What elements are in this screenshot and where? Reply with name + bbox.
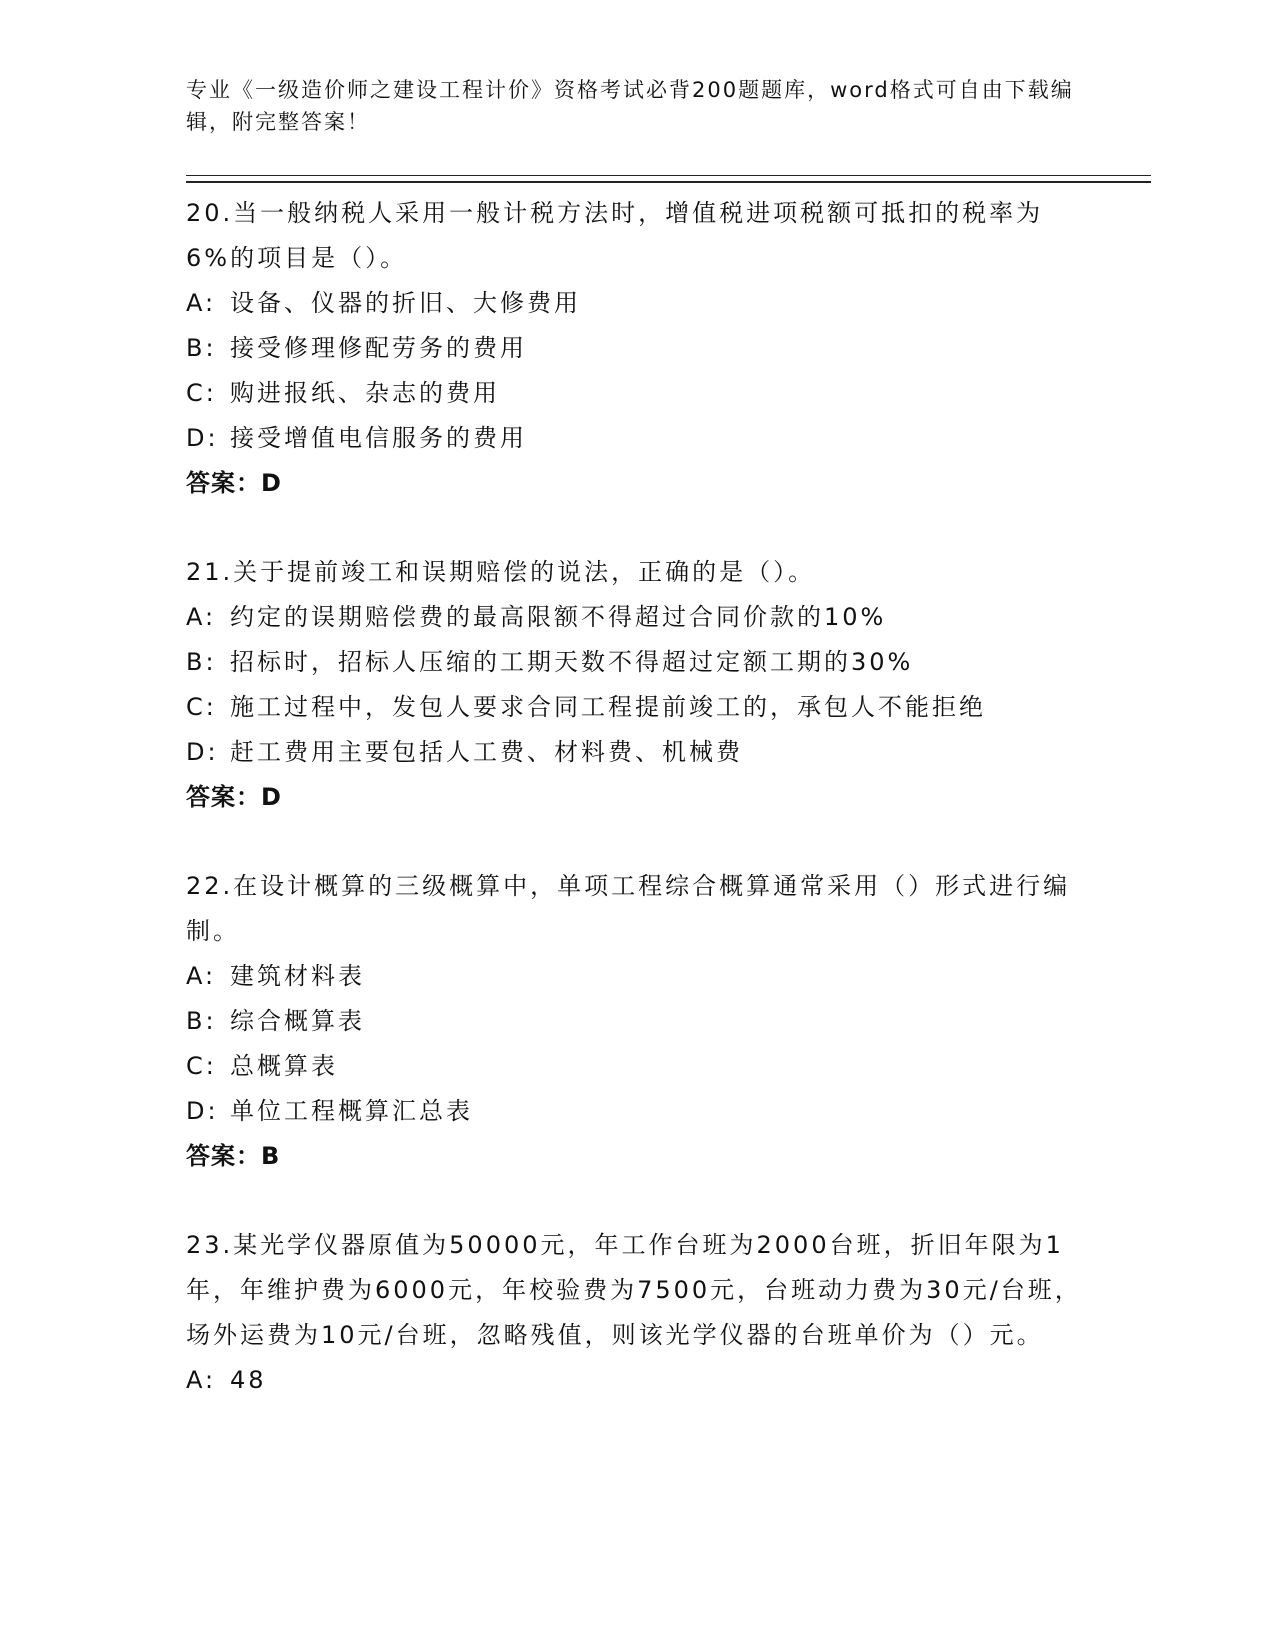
option-d	[186, 1089, 1086, 1134]
option-c	[186, 685, 1086, 730]
option-text: 总概算表	[230, 1052, 338, 1080]
document-header: 专业《一级造价师之建设工程计价》资格考试必背200题题库，word格式可自由下载编辑，附完整答案！	[186, 78, 1074, 134]
option-letter: C:	[186, 379, 217, 407]
option-text: 综合概算表	[230, 1007, 365, 1035]
option-letter: D:	[186, 1097, 219, 1125]
answer-line: 答案：D	[186, 783, 282, 811]
option-text: 施工过程中，发包人要求合同工程提前竣工的，承包人不能拒绝	[230, 693, 986, 721]
question-20	[186, 191, 1086, 506]
option-letter: C:	[186, 1052, 217, 1080]
option-letter: C:	[186, 693, 217, 721]
option-c	[186, 1044, 1086, 1089]
option-text: 建筑材料表	[230, 962, 365, 990]
question-stem: 21.关于提前竣工和误期赔偿的说法，正确的是（）。	[186, 558, 816, 586]
option-letter: A:	[186, 1366, 217, 1394]
question-23	[186, 1223, 1086, 1403]
option-b	[186, 999, 1086, 1044]
question-stem: 23.某光学仪器原值为50000元，年工作台班为2000台班，折旧年限为1年，年维护费为6000元，年校验费为7500元，台班动力费为30元/台班，场外运费为10元/台班，忽略残值，则该光学仪器的台班单价为（）元。	[186, 1231, 1082, 1349]
question-21	[186, 550, 1086, 820]
option-letter: B:	[186, 334, 217, 362]
question-22	[186, 864, 1086, 1179]
option-letter: D:	[186, 738, 219, 766]
answer-line: 答案：B	[186, 1142, 281, 1170]
option-d	[186, 416, 1086, 461]
option-d	[186, 730, 1086, 775]
option-letter: B:	[186, 1007, 217, 1035]
option-letter: A:	[186, 962, 217, 990]
option-a	[186, 1358, 1086, 1403]
option-letter: D:	[186, 424, 219, 452]
option-b	[186, 326, 1086, 371]
option-text: 招标时，招标人压缩的工期天数不得超过定额工期的30%	[230, 648, 914, 676]
option-text: 48	[230, 1366, 267, 1394]
option-letter: A:	[186, 289, 217, 317]
question-stem: 22.在设计概算的三级概算中，单项工程综合概算通常采用（）形式进行编制。	[186, 872, 1071, 945]
option-text: 约定的误期赔偿费的最高限额不得超过合同价款的10%	[230, 603, 887, 631]
option-b	[186, 640, 1086, 685]
option-text: 赶工费用主要包括人工费、材料费、机械费	[230, 738, 743, 766]
header-divider-thick	[186, 181, 1151, 183]
option-a	[186, 954, 1086, 999]
option-a	[186, 595, 1086, 640]
option-letter: B:	[186, 648, 217, 676]
option-text: 接受增值电信服务的费用	[230, 424, 527, 452]
option-a	[186, 281, 1086, 326]
option-text: 接受修理修配劳务的费用	[230, 334, 527, 362]
option-letter: A:	[186, 603, 217, 631]
answer-line: 答案：D	[186, 469, 282, 497]
option-c	[186, 371, 1086, 416]
question-list	[186, 191, 1086, 1447]
option-text: 购进报纸、杂志的费用	[230, 379, 500, 407]
option-text: 设备、仪器的折旧、大修费用	[230, 289, 581, 317]
header-divider-thin	[186, 175, 1151, 176]
option-text: 单位工程概算汇总表	[230, 1097, 473, 1125]
question-stem: 20.当一般纳税人采用一般计税方法时，增值税进项税额可抵扣的税率为6%的项目是（）。	[186, 199, 1044, 272]
